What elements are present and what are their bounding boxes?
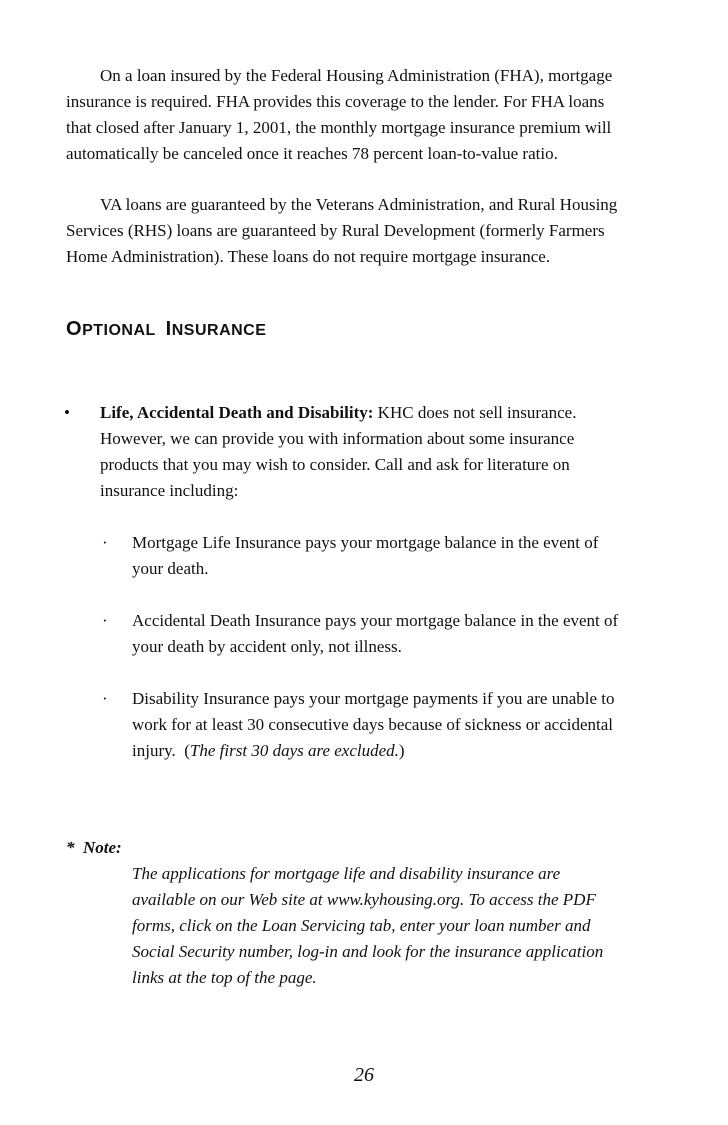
- fha-line-2: insurance is required. FHA provides this coverage to the lender. For FHA loans: [66, 92, 605, 111]
- bullet-line-2: However, we can provide you with information about some insurance: [100, 429, 575, 448]
- sub-item-line: your death.: [132, 559, 209, 578]
- sub-item-mark: ·: [102, 611, 108, 630]
- sub-item-line: your death by accident only, not illness.: [132, 637, 402, 656]
- sub-item-line: Accidental Death Insurance pays your mortgage balance in the event of: [132, 611, 619, 630]
- heading-rest-insurance: NSURANCE: [171, 322, 267, 339]
- note-line: Social Security number, log-in and look for the insurance application: [132, 942, 604, 961]
- disability-exclusion-note: The first 30 days are excluded.: [189, 741, 399, 760]
- note-body: [132, 861, 692, 991]
- va-line-1: VA loans are guaranteed by the Veterans Administration, and Rural Housing: [100, 195, 618, 214]
- page-number: 26: [354, 1064, 374, 1086]
- sub-item-mark: ·: [102, 689, 108, 708]
- sub-item-line: Mortgage Life Insurance pays your mortgage balance in the event of: [132, 533, 599, 552]
- heading-rest-optional: PTIONAL: [82, 322, 156, 339]
- sub-item-accidental-death: [132, 608, 692, 660]
- note-line: The applications for mortgage life and disability insurance are: [132, 864, 561, 883]
- sub-item-line: work for at least 30 consecutive days because of sickness or accidental: [132, 715, 614, 734]
- va-paragraph: [66, 192, 666, 270]
- sub-item-mark: ·: [102, 533, 108, 552]
- note-line: links at the top of the page.: [132, 968, 317, 987]
- bullet-line-1-rest: KHC does not sell insurance.: [373, 403, 577, 422]
- heading-initial-i: I: [165, 318, 172, 340]
- va-line-3: Home Administration). These loans do not require mortgage insurance.: [66, 247, 551, 266]
- fha-line-3: that closed after January 1, 2001, the monthly mortgage insurance premium will: [66, 118, 612, 137]
- sub-item-disability: [132, 686, 692, 764]
- sub-item-line-last: [132, 738, 692, 764]
- fha-line-4: automatically be canceled once it reaches 78 percent loan-to-value ratio.: [66, 144, 558, 163]
- note-line: forms, click on the Loan Servicing tab, enter your loan number and: [132, 916, 591, 935]
- disability-last-suffix: ): [398, 741, 405, 760]
- heading-initial-o: O: [66, 318, 83, 340]
- bullet-line-4: insurance including:: [100, 481, 239, 500]
- note-line: available on our Web site at www.kyhousing.org. To access the PDF: [132, 890, 596, 909]
- bullet-line-1: [100, 400, 680, 426]
- bullet-mark: •: [64, 403, 70, 422]
- fha-paragraph: [66, 63, 666, 167]
- bullet-item: [100, 400, 680, 504]
- bullet-line-3: products that you may wish to consider. Call and ask for literature on: [100, 455, 570, 474]
- bullet-title: Life, Accidental Death and Disability:: [100, 403, 374, 422]
- fha-line-1: On a loan insured by the Federal Housing Administration (FHA), mortgage: [100, 66, 613, 85]
- va-line-2: Services (RHS) loans are guaranteed by Rural Development (formerly Farmers: [66, 221, 605, 240]
- sub-item-line: Disability Insurance pays your mortgage payments if you are unable to: [132, 689, 615, 708]
- sub-item-mortgage-life: [132, 530, 692, 582]
- note-label: * Note:: [66, 838, 122, 857]
- section-heading: [66, 318, 266, 341]
- disability-last-prefix: injury. (: [132, 741, 190, 760]
